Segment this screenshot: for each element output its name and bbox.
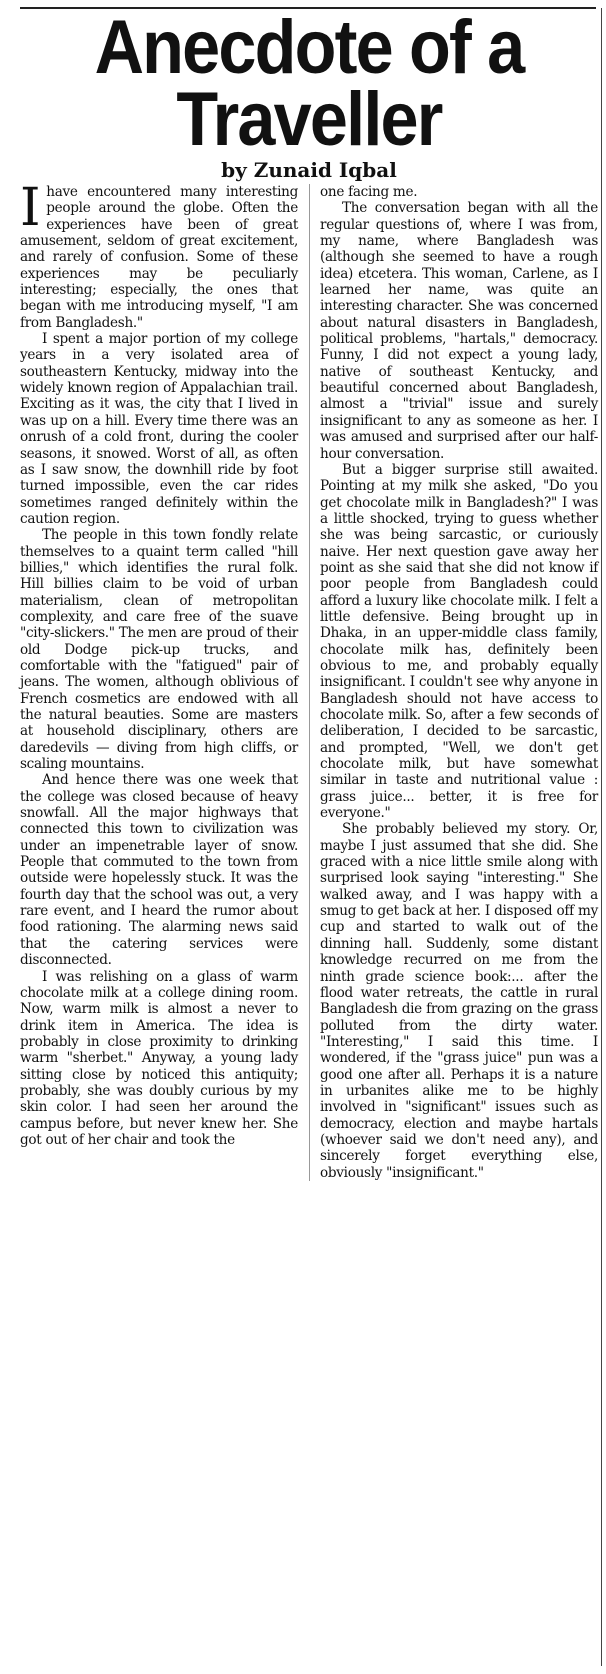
left-column <box>20 178 298 1181</box>
right-column <box>320 184 598 1181</box>
drop-cap: I <box>20 178 41 238</box>
headline <box>49 0 569 162</box>
article-body <box>20 178 598 1181</box>
paragraph-text: have encountered many interesting people around the globe. Often the experiences have been of great amusement, seldom of great excitement, and rarely of confusion. Some of these experiences may be peculiarly interesting; especially, the ones that began with me introducing myself, "I am from Bangladesh." <box>20 184 298 331</box>
paragraph: I was relishing on a glass of warm chocolate milk at a college dining room. Now, warm milk is almost a never to drink item in America. The idea is probably in close proximity to drinking warm "sherbet." Anyway, a young lady sitting close by noticed this antiquity; probably, she was doubly curious by my skin color. I had seen her around the campus before, but never knew her. She got out of her chair and took the <box>20 968 298 1148</box>
paragraph: I spent a major portion of my college years in a very isolated area of southeastern Kentucky, midway into the widely known region of Appalachian trail. Exciting as it was, the city that I lived in was up on a hill. Every time there was an onrush of a cold front, during the cooler seasons, it snowed. Worst of all, as often as I saw snow, the downhill ride by foot turned impossible, even the car rides sometimes ranged definitely within the caution region. <box>20 331 298 527</box>
paragraph <box>20 178 298 331</box>
paragraph: one facing me. <box>320 184 418 200</box>
paragraph: She probably believed my story. Or, maybe I just assumed that she did. She graced with a nice little smile along with surprised look saying "interesting." She walked away, and I was happy with a smug to get back at her. I disposed off my cup and started to walk out of the dinning hall. Suddenly, some distant knowledge recurred on me from the ninth grade science book:... after the flood water retreats, the cattle in rural Bangladesh die from grazing on the grass polluted from the dirty water. "Interesting," I said this time. I wondered, if the "grass juice" pun was a good one after all. Perhaps it is a nature in urbanites alike me to be highly involved in "significant" issues such as democracy, election and maybe hartals (whoever said we don't need any), and sincerely forget everything else, obviously "insignificant." <box>320 821 598 1181</box>
column-divider <box>309 184 310 1181</box>
byline: by Zunaid Iqbal <box>221 158 397 182</box>
right-rule <box>601 8 602 1666</box>
paragraph: And hence there was one week that the college was closed because of heavy snowfall. All the major highways that connected this town to civilization was under an impenetrable layer of snow. People that commuted to the town from outside were hopelessly stuck. It was the fourth day that the school was out, a very rare event, and I heard the rumor about food rationing. The alarming news said that the catering services were disconnected. <box>20 772 298 969</box>
paragraph: But a bigger surprise still awaited. Pointing at my milk she asked, "Do you get chocolate milk in Bangladesh?" I was a little shocked, trying to guess whether she was being sarcastic, or curiously naive. Her next question gave away her point as she said that she did not know if poor people from Bangladesh could afford a luxury like chocolate milk. I felt a little defensive. Being brought up in Dhaka, in an upper-middle class family, chocolate milk has, definitely been obvious to me, and probably equally insignificant. I couldn't see why anyone in Bangladesh should not have access to chocolate milk. So, after a few seconds of deliberation, I decided to be sarcastic, and prompted, "Well, we don't get chocolate milk, but have somewhat similar in taste and nutritional value : grass juice... better, it is free for everyone." <box>320 461 598 822</box>
paragraph: The conversation began with all the regular questions of, where I was from, my name, where Bangladesh was (although she seemed to have a rough idea) etcetera. This woman, Carlene, as I learned her name, was quite an interesting character. She was concerned about natural disasters in Bangladesh, political problems, "hartals," democracy. Funny, I did not expect a young lady, native of southeast Kentucky, and beautiful concerned about Bangladesh, almost a "trivial" issue and surely insignificant to any as someone as her. I was amused and surprised after our half-hour conversation. <box>320 200 598 462</box>
paragraph: The people in this town fondly relate themselves to a quaint term called "hill billies," which identifies the rural folk. Hill billies claim to be void of urban materialism, clean of metropolitan complexity, and care free of the suave "city-slickers." The men are proud of their old Dodge pick-up trucks, and comfortable with the "fatigued" pair of jeans. The women, although oblivious of French cosmetics are endowed with all the natural beauties. Some are masters at household disciplinary, others are daredevils — diving from high cliffs, or scaling mountains. <box>20 527 298 773</box>
headline-line-2: Traveller <box>176 77 442 162</box>
headline-line-1: Anecdote of a <box>94 5 524 90</box>
